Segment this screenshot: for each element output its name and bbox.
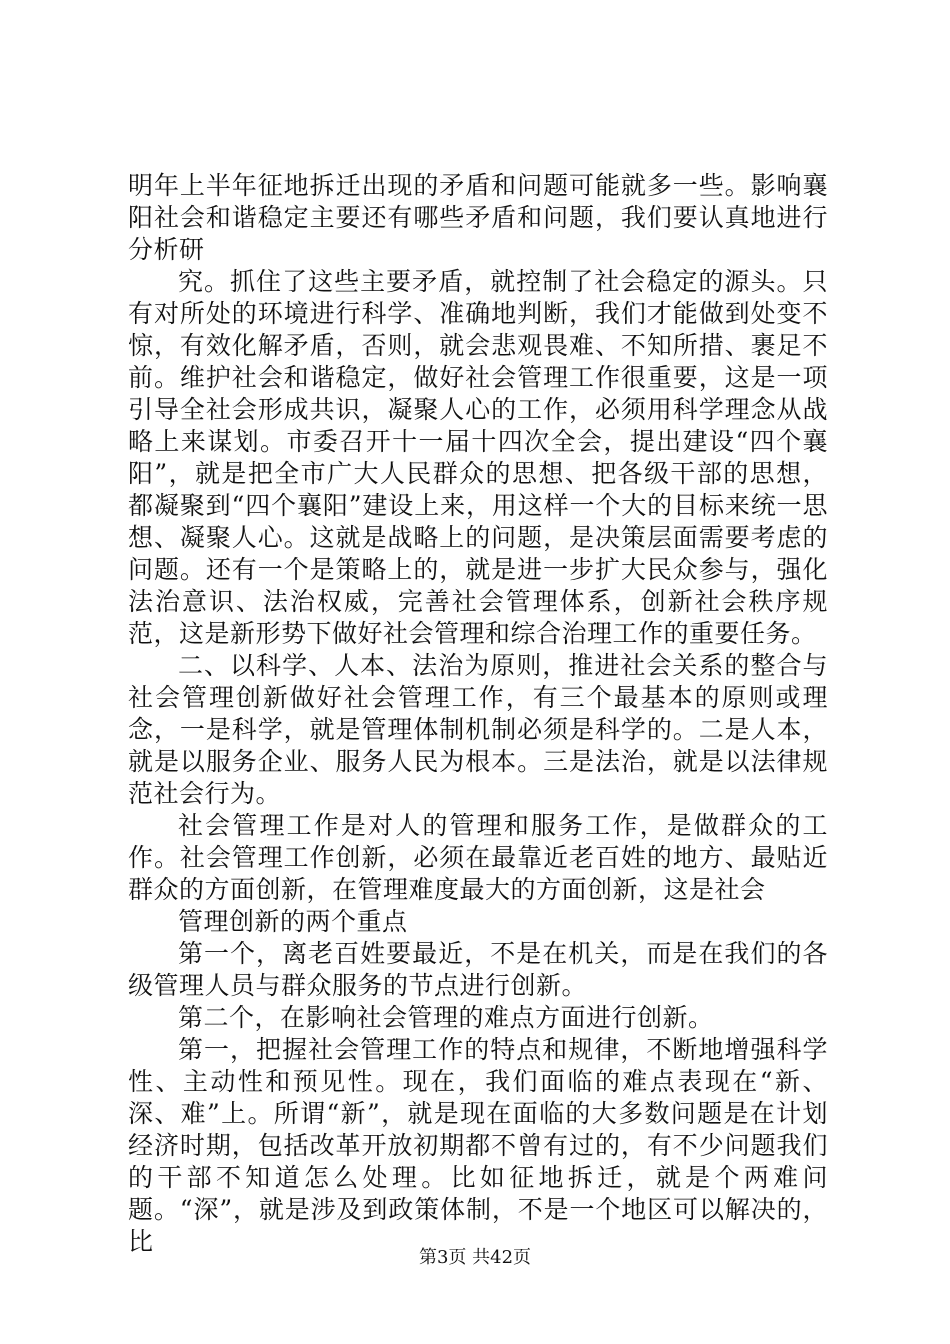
paragraph-5: 管理创新的两个重点 bbox=[178, 907, 408, 936]
paragraph-4: 社会管理工作是对人的管理和服务工作，是做群众的工作。社会管理工作创新，必须在最靠近老百姓的地方、最贴近群众的方面创新，在管理难度最大的方面创新，这是社会 bbox=[128, 811, 828, 904]
document-body bbox=[128, 170, 828, 1258]
paragraph-7: 第二个，在影响社会管理的难点方面进行创新。 bbox=[178, 1003, 714, 1032]
page-number-label: 第3页 共42页 bbox=[418, 1247, 532, 1268]
paragraph-2: 究。抓住了这些主要矛盾，就控制了社会稳定的源头。只有对所处的环境进行科学、准确地判断，我们才能做到处变不惊，有效化解矛盾，否则，就会悲观畏难、不知所措、裹足不前。维护社会和谐稳定，做好社会管理工作很重要，这是一项引导全社会形成共识，凝聚人心的工作，必须用科学理念从战略上来谋划。市委召开十一届十四次全会，提出建设“四个襄阳”，就是把全市广大人民群众的思想、把各级干部的思想，都凝聚到“四个襄阳”建设上来，用这样一个大的目标来统一思想、凝聚人心。这就是战略上的问题，是决策层面需要考虑的问题。还有一个是策略上的，就是进一步扩大民众参与，强化法治意识、法治权威，完善社会管理体系，创新社会秩序规范，这是新形势下做好社会管理和综合治理工作的重要任务。 bbox=[128, 267, 828, 648]
paragraph-1: 明年上半年征地拆迁出现的矛盾和问题可能就多一些。影响襄阳社会和谐稳定主要还有哪些矛盾和问题，我们要认真地进行分析研 bbox=[128, 171, 828, 264]
page-footer bbox=[0, 1243, 950, 1269]
paragraph-6: 第一个，离老百姓要最近，不是在机关，而是在我们的各级管理人员与群众服务的节点进行创新。 bbox=[128, 939, 828, 1000]
paragraph-3: 二、以科学、人本、法治为原则，推进社会关系的整合与社会管理创新做好社会管理工作，有三个最基本的原则或理念，一是科学，就是管理体制机制必须是科学的。二是人本，就是以服务企业、服务人民为根本。三是法治，就是以法律规范社会行为。 bbox=[128, 651, 828, 808]
paragraph-8: 第一，把握社会管理工作的特点和规律，不断地增强科学性、主动性和预见性。现在，我们面临的难点表现在“新、深、难”上。所谓“新”，就是现在面临的大多数问题是在计划经济时期，包括改革开放初期都不曾有过的，有不少问题我们的干部不知道怎么处理。比如征地拆迁，就是个两难问题。“深”，就是涉及到政策体制，不是一个地区可以解决的，比 bbox=[128, 1035, 828, 1256]
